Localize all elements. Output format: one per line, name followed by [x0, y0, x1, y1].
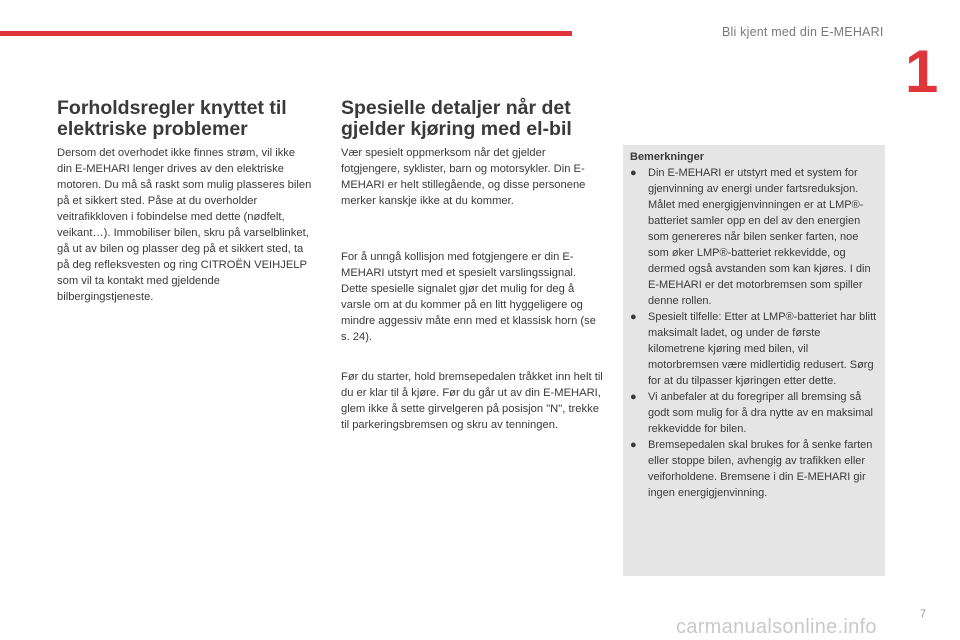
middle-paragraph-3: Før du starter, hold bremsepedalen tråkket inn helt til du er klar til å kjøre. Før du går ut av din E-MEHARI, glem ikke å sette girvelgeren på posisjon "N", trekke til parkeringsbremsen og skru av tenningen. [341, 371, 603, 431]
bullet-icon: ● [630, 439, 637, 451]
list-item [630, 389, 880, 437]
list-item [630, 165, 880, 309]
middle-paragraph-2: For å unngå kollisjon med fotgjengere er din E-MEHARI utstyrt med et spesielt varslingssignal. Dette spesielle signalet gjør det mulig for deg å varsle om at du kommer på en litt hyggeligere og mindre aggessiv måte enn med et klassisk horn (se s. 24). [341, 251, 596, 343]
watermark: carmanualsonline.info [676, 616, 877, 638]
notes-box [623, 145, 885, 576]
note-text: Vi anbefaler at du foregriper all bremsing så godt som mulig for å dra nytte av en maksimal rekkevidde for bilen. [648, 391, 873, 435]
left-section-body: Dersom det overhodet ikke finnes strøm, vil ikke din E-MEHARI lenger drives av den elektriske motoren. Du må så raskt som mulig plasseres bilen på et sikkert sted. Påse at du overholder veitrafikkloven i fobindelse med dette (nødfelt, veikant…). Immobiliser bilen, skru på varselblinket, gå ut av bilen og plasser deg på et sikkert sted, ta på deg refleksvesten og ring CITROËN VEIHJELP som vil ta kontakt med gjeldende bilbergingstjeneste. [57, 147, 312, 303]
middle-paragraph-1: Vær spesielt oppmerksom når det gjelder fotgjengere, syklister, barn og motorsykler. Din E-MEHARI er helt stillegående, og disse personene merker kanskje ikke at du kommer. [341, 147, 586, 207]
running-header: Bli kjent med din E-MEHARI [722, 25, 884, 39]
chapter-number: 1 [905, 38, 939, 105]
bullet-icon: ● [630, 391, 637, 403]
note-text: Din E-MEHARI er utstyrt med et system for gjenvinning av energi under fartsreduksjon. Målet med energigjenvinningen er at LMP®-batteriet samler opp en del av den energien som genereres når bilen senker farten, noe som øker LMP®-batteriet rekkevidde, og dermed også avstanden som kan kjøres. I din E-MEHARI er det motorbremsen som spiller denne rollen. [648, 167, 871, 307]
page-number: 7 [920, 608, 927, 620]
note-text: Spesielt tilfelle: Etter at LMP®-batteriet har blitt maksimalt ladet, og under de første kilometrene kjøring med bilen, vil motorbremsen være midlertidig redusert. Sørg for at du tilpasser kjøringen etter dette. [648, 311, 877, 387]
bullet-icon: ● [630, 167, 637, 179]
bullet-icon: ● [630, 311, 637, 323]
list-item [630, 437, 880, 501]
middle-section-heading: Spesielle detaljer når det gjelder kjøring med el-bil [341, 97, 572, 140]
notes-title: Bemerkninger [630, 151, 704, 163]
list-item [630, 309, 880, 389]
note-text: Bremsepedalen skal brukes for å senke farten eller stoppe bilen, avhengig av trafikken eller veiforholdene. Bremsene i din E-MEHARI gir ingen energigjenvinning. [648, 439, 873, 499]
accent-bar [0, 31, 572, 36]
left-section-heading: Forholdsregler knyttet til elektriske problemer [57, 97, 287, 140]
notes-list [630, 165, 880, 501]
